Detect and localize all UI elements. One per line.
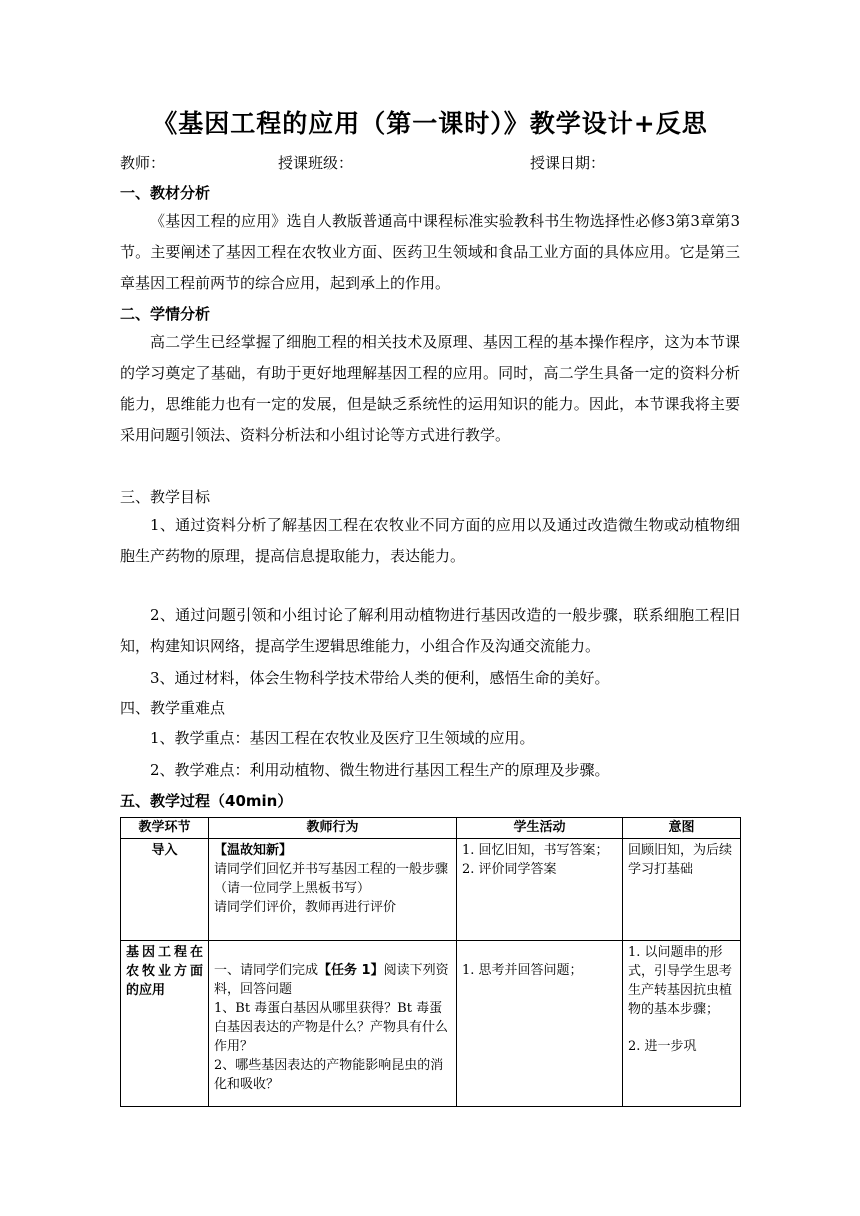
goal-item-2: 2、通过问题引领和小组讨论了解利用动植物进行基因改造的一般步骤，联系细胞工程旧知，构建知识网络，提高学生逻辑思维能力，小组合作及沟通交流能力。 — [120, 606, 740, 655]
teacher-cell — [209, 941, 457, 1107]
document-title: 《基因工程的应用（第一课时）》教学设计+反思 — [152, 109, 708, 138]
teacher-task-pre: 一、请同学们完成 — [214, 963, 319, 978]
teacher-cell-task-line — [214, 961, 451, 999]
teacher-question-1: 1、Bt 毒蛋白基因从哪里获得？Bt 毒蛋白基因表达的产物是什么？产物具有什么作用？ — [214, 1001, 449, 1054]
teacher-task-label: 【任务 1】 — [318, 963, 384, 978]
table-row — [121, 941, 741, 1107]
class-label: 授课班级： — [278, 154, 354, 172]
goal-item-1: 1、通过资料分析了解基因工程在农牧业不同方面的应用以及通过改造微生物或动植物细胞生产药物的原理，提高信息提取能力，表达能力。 — [120, 516, 740, 565]
purpose-item: 2. 进一步巩 — [628, 1039, 697, 1054]
goal-item-3: 3、通过材料，体会生物科学技术带给人类的便利，感悟生命的美好。 — [150, 669, 610, 687]
process-table — [120, 817, 741, 1107]
keypoint-item-1: 1、教学重点：基因工程在农牧业及医疗卫生领域的应用。 — [150, 729, 535, 747]
teacher-cell-title: 【温故知新】 — [214, 843, 293, 858]
date-label: 授课日期： — [530, 154, 606, 172]
section-heading-goals: 三、教学目标 — [120, 488, 211, 506]
teacher-cell — [209, 839, 457, 941]
teacher-label: 教师： — [120, 154, 166, 172]
section-heading-keypoints: 四、教学重难点 — [120, 699, 226, 717]
header-purpose: 意图 — [623, 818, 741, 839]
purpose-cell: 回顾旧知，为后续学习打基础 — [623, 839, 741, 941]
stage-cell: 基因工程在农牧业方面的应用 — [121, 941, 209, 1107]
teacher-task-post: 阅读下列资料，回答问题 — [214, 963, 449, 997]
section-heading-materials: 一、教材分析 — [120, 184, 211, 202]
table-header-row — [121, 818, 741, 839]
teacher-cell-text: 请同学们回忆并书写基因工程的一般步骤（请一位同学上黑板书写） — [214, 862, 449, 896]
header-student: 学生活动 — [457, 818, 623, 839]
section-heading-students: 二、学情分析 — [120, 305, 211, 323]
header-teacher: 教师行为 — [209, 818, 457, 839]
section-text-materials: 《基因工程的应用》选自人教版普通高中课程标准实验教科书生物选择性必修3第3章第3节。主要阐述了基因工程在农牧业方面、医药卫生领域和食品工业方面的具体应用。它是第三章基因工程前两节的综合应用，起到承上的作用。 — [120, 212, 740, 292]
student-item: 2. 评价同学答案 — [462, 862, 557, 877]
keypoint-item-2: 2、教学难点：利用动植物、微生物进行基因工程生产的原理及步骤。 — [150, 761, 610, 779]
section-text-students: 高二学生已经掌握了细胞工程的相关技术及原理、基因工程的基本操作程序，这为本节课的学习奠定了基础，有助于更好地理解基因工程的应用。同时，高二学生具备一定的资料分析能力，思维能力也有一定的发展，但是缺乏系统性的运用知识的能力。因此，本节课我将主要采用问题引领法、资料分析法和小组讨论等方式进行教学。 — [120, 333, 740, 444]
section-heading-process: 五、教学过程（40min） — [120, 792, 293, 810]
student-item: 1. 思考并回答问题； — [462, 963, 583, 978]
teacher-question-2: 2、哪些基因表达的产物能影响昆虫的消化和吸收？ — [214, 1058, 444, 1092]
header-stage: 教学环节 — [121, 818, 209, 839]
student-cell — [457, 941, 623, 1107]
stage-cell: 导入 — [121, 839, 209, 941]
purpose-cell — [623, 941, 741, 1107]
student-cell — [457, 839, 623, 941]
purpose-item: 1. 以问题串的形式，引导学生思考生产转基因抗虫植物的基本步骤； — [628, 945, 733, 1017]
table-row — [121, 839, 741, 941]
student-item: 1. 回忆旧知，书写答案； — [462, 843, 609, 858]
teacher-cell-text-2: 请同学们评价，教师再进行评价 — [214, 900, 397, 915]
